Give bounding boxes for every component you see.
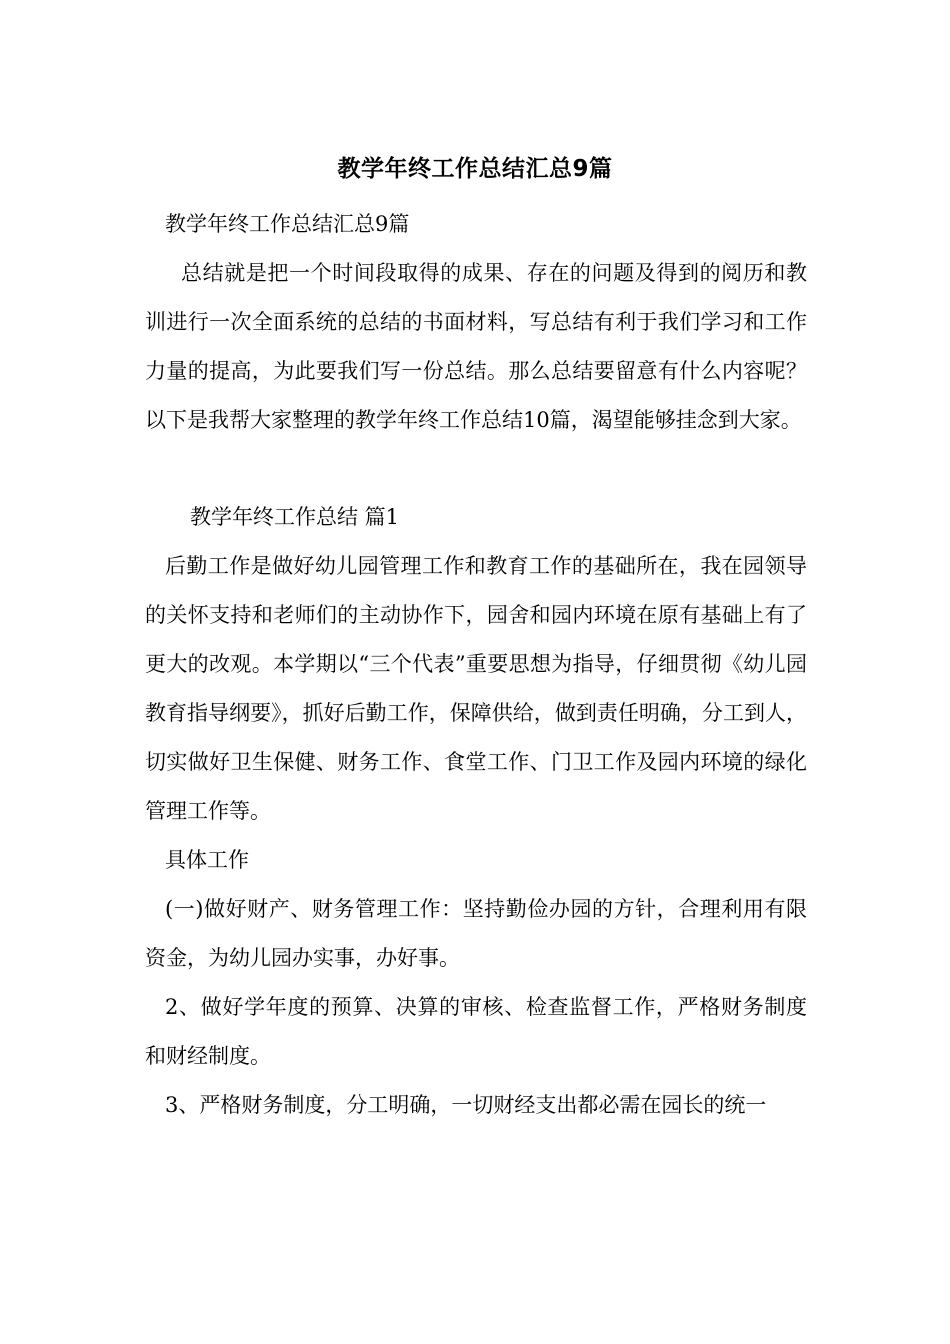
document-body [145,200,807,1130]
work-item-1: (一)做好财产、财务管理工作：坚持勤俭办园的方针，合理利用有限资金，为幼儿园办实事，办好事。 [145,897,807,970]
intro-paragraph: 总结就是把一个时间段取得的成果、存在的问题及得到的阅历和教训进行一次全面系统的总结的书面材料，写总结有利于我们学习和工作力量的提高，为此要我们写一份总结。那么总结要留意有什么内容呢？以下是我帮大家整理的教学年终工作总结10篇，渴望能够挂念到大家。 [145,261,807,432]
section-heading: 教学年终工作总结 篇1 [190,505,400,529]
work-item-2: 2、做好学年度的预算、决算的审核、检查监督工作，严格财务制度和财经制度。 [145,995,807,1068]
section-paragraph: 后勤工作是做好幼儿园管理工作和教育工作的基础所在，我在园领导的关怀支持和老师们的主动协作下，园舍和园内环境在原有基础上有了更大的改观。本学期以“三个代表”重要思想为指导，仔细贯彻《幼儿园教育指导纲要》，抓好后勤工作，保障供给，做到责任明确，分工到人，切实做好卫生保健、财务工作、食堂工作、门卫工作及园内环境的绿化管理工作等。 [145,554,807,823]
document-title: 教学年终工作总结汇总9篇 [337,156,613,182]
document-subtitle: 教学年终工作总结汇总9篇 [165,212,410,236]
paragraph-gap [145,445,807,493]
specific-work-heading: 具体工作 [165,848,249,872]
work-item-3: 3、严格财务制度，分工明确，一切财经支出都必需在园长的统一 [165,1093,767,1117]
